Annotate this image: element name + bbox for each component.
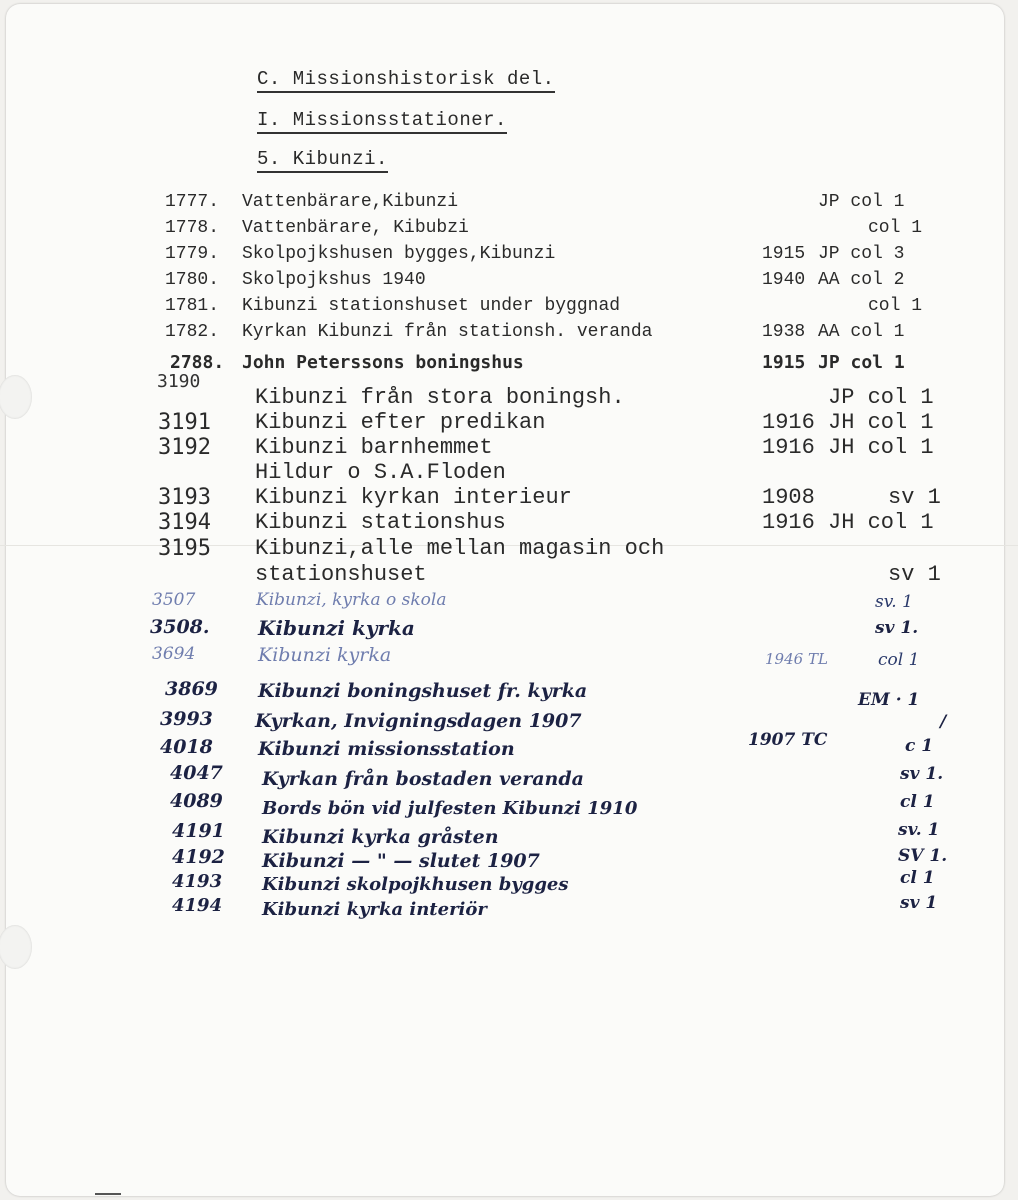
- handwritten-description: Kibunzi, kyrka o skola: [256, 590, 447, 610]
- entry-description: stationshuset: [255, 562, 427, 587]
- entry-collection: JP col 3: [818, 244, 905, 264]
- handwritten-description: Kibunzi skolpojkhusen bygges: [262, 874, 569, 895]
- entry-description: Kibunzi efter predikan: [255, 410, 546, 435]
- entry-year: 1940: [762, 270, 806, 290]
- entry-number: 3194: [158, 510, 211, 535]
- handwritten-number: 4191: [172, 820, 225, 842]
- entry-description: John Peterssons boningshus: [242, 352, 524, 373]
- handwritten-number: 3869: [165, 678, 218, 700]
- handwritten-description: Kibunzi — " — slutet 1907: [262, 850, 540, 872]
- entry-description: Hildur o S.A.Floden: [255, 460, 506, 485]
- entry-number: 1781.: [165, 296, 220, 316]
- entry-number: 3195: [158, 536, 211, 561]
- entry-year: 1915: [762, 244, 806, 264]
- handwritten-collection: EM · 1: [858, 690, 920, 710]
- section-heading: C. Missionshistorisk del.: [257, 68, 555, 93]
- entry-collection: col 1: [868, 296, 923, 316]
- entry-year: 1916: [762, 435, 815, 460]
- handwritten-collection: col 1: [878, 650, 920, 670]
- entry-collection: col 1: [868, 218, 923, 238]
- handwritten-number: 4089: [170, 790, 223, 812]
- entry-collection: JH col 1: [828, 510, 934, 535]
- handwritten-collection: sv. 1: [875, 592, 913, 612]
- handwritten-collection: cl 1: [900, 868, 935, 888]
- handwritten-number: 4018: [160, 736, 213, 758]
- handwritten-description: Kibunzi boningshuset fr. kyrka: [258, 680, 588, 702]
- handwritten-collection: sv 1.: [900, 764, 944, 784]
- station-heading: 5. Kibunzi.: [257, 148, 388, 173]
- entry-year: 1908: [762, 485, 815, 510]
- handwritten-collection: SV 1.: [898, 846, 948, 866]
- entry-number: 1780.: [165, 270, 220, 290]
- entry-number: 1777.: [165, 192, 220, 212]
- entry-description: Skolpojkshus 1940: [242, 270, 426, 290]
- entry-collection: AA col 2: [818, 270, 905, 290]
- pen-correction-number: 3190: [157, 371, 201, 392]
- handwritten-number: 3508.: [150, 616, 210, 638]
- handwritten-description: Kibunzi missionsstation: [258, 738, 515, 760]
- entry-description: Kibunzi kyrkan interieur: [255, 485, 572, 510]
- handwritten-collection: /: [940, 712, 947, 732]
- entry-number: 3193: [158, 485, 211, 510]
- handwritten-number: 4193: [172, 871, 223, 892]
- handwritten-year: 1907 TC: [748, 730, 828, 750]
- entry-number: 1778.: [165, 218, 220, 238]
- handwritten-collection: c 1: [905, 736, 934, 756]
- entry-description: Vattenbärare, Kibubzi: [242, 218, 469, 238]
- entry-number: 1782.: [165, 322, 220, 342]
- handwritten-year: 1946 TL: [765, 650, 828, 668]
- handwritten-number: 4192: [172, 846, 225, 868]
- entry-description: Kibunzi från stora boningsh.: [255, 385, 625, 410]
- entry-collection: JP col 1: [818, 352, 905, 373]
- entry-collection: AA col 1: [818, 322, 905, 342]
- entry-number: 1779.: [165, 244, 220, 264]
- entry-description: Skolpojkshusen bygges,Kibunzi: [242, 244, 556, 264]
- handwritten-collection: sv. 1: [898, 820, 940, 840]
- entry-description: Kibunzi,alle mellan magasin och: [255, 536, 665, 561]
- handwritten-description: Kyrkan från bostaden veranda: [262, 768, 584, 790]
- entry-collection: JP col 1: [818, 192, 905, 212]
- handwritten-description: Kibunzi kyrka gråsten: [262, 826, 499, 848]
- handwritten-collection: sv 1.: [875, 618, 919, 638]
- entry-description: Kibunzi barnhemmet: [255, 435, 493, 460]
- entry-collection: JP col 1: [828, 385, 934, 410]
- entry-collection: JH col 1: [828, 435, 934, 460]
- entry-number: 3192: [158, 435, 211, 460]
- subsection-heading: I. Missionsstationer.: [257, 109, 507, 134]
- entry-year: 1916: [762, 510, 815, 535]
- handwritten-description: Bords bön vid julfesten Kibunzi 1910: [262, 798, 638, 819]
- handwritten-number: 3507: [152, 590, 196, 610]
- handwritten-number: 4047: [170, 762, 223, 784]
- entry-description: Kibunzi stationshuset under byggnad: [242, 296, 621, 316]
- handwritten-number: 4194: [172, 895, 223, 916]
- entry-year: 1938: [762, 322, 806, 342]
- handwritten-description: Kibunzi kyrka: [258, 616, 415, 640]
- entry-number: 2788.: [170, 352, 225, 373]
- handwritten-description: Kibunzi kyrka: [258, 644, 392, 666]
- entry-description: Vattenbärare,Kibunzi: [242, 192, 459, 212]
- handwritten-description: Kyrkan, Invigningsdagen 1907: [255, 710, 582, 732]
- edge-mark: [95, 1193, 121, 1195]
- handwritten-collection: sv 1: [900, 893, 938, 913]
- handwritten-number: 3694: [152, 644, 196, 664]
- handwritten-number: 3993: [160, 708, 213, 730]
- handwritten-description: Kibunzi kyrka interiör: [262, 899, 487, 920]
- entry-number: 3191: [158, 410, 211, 435]
- entry-year: 1916: [762, 410, 815, 435]
- entry-collection: JH col 1: [828, 410, 934, 435]
- entry-description: Kibunzi stationshus: [255, 510, 506, 535]
- entry-collection: sv 1: [888, 485, 941, 510]
- entry-year: 1915: [762, 352, 806, 373]
- entry-description: Kyrkan Kibunzi från stationsh. veranda: [242, 322, 653, 342]
- handwritten-collection: cl 1: [900, 792, 935, 812]
- entry-collection: sv 1: [888, 562, 941, 587]
